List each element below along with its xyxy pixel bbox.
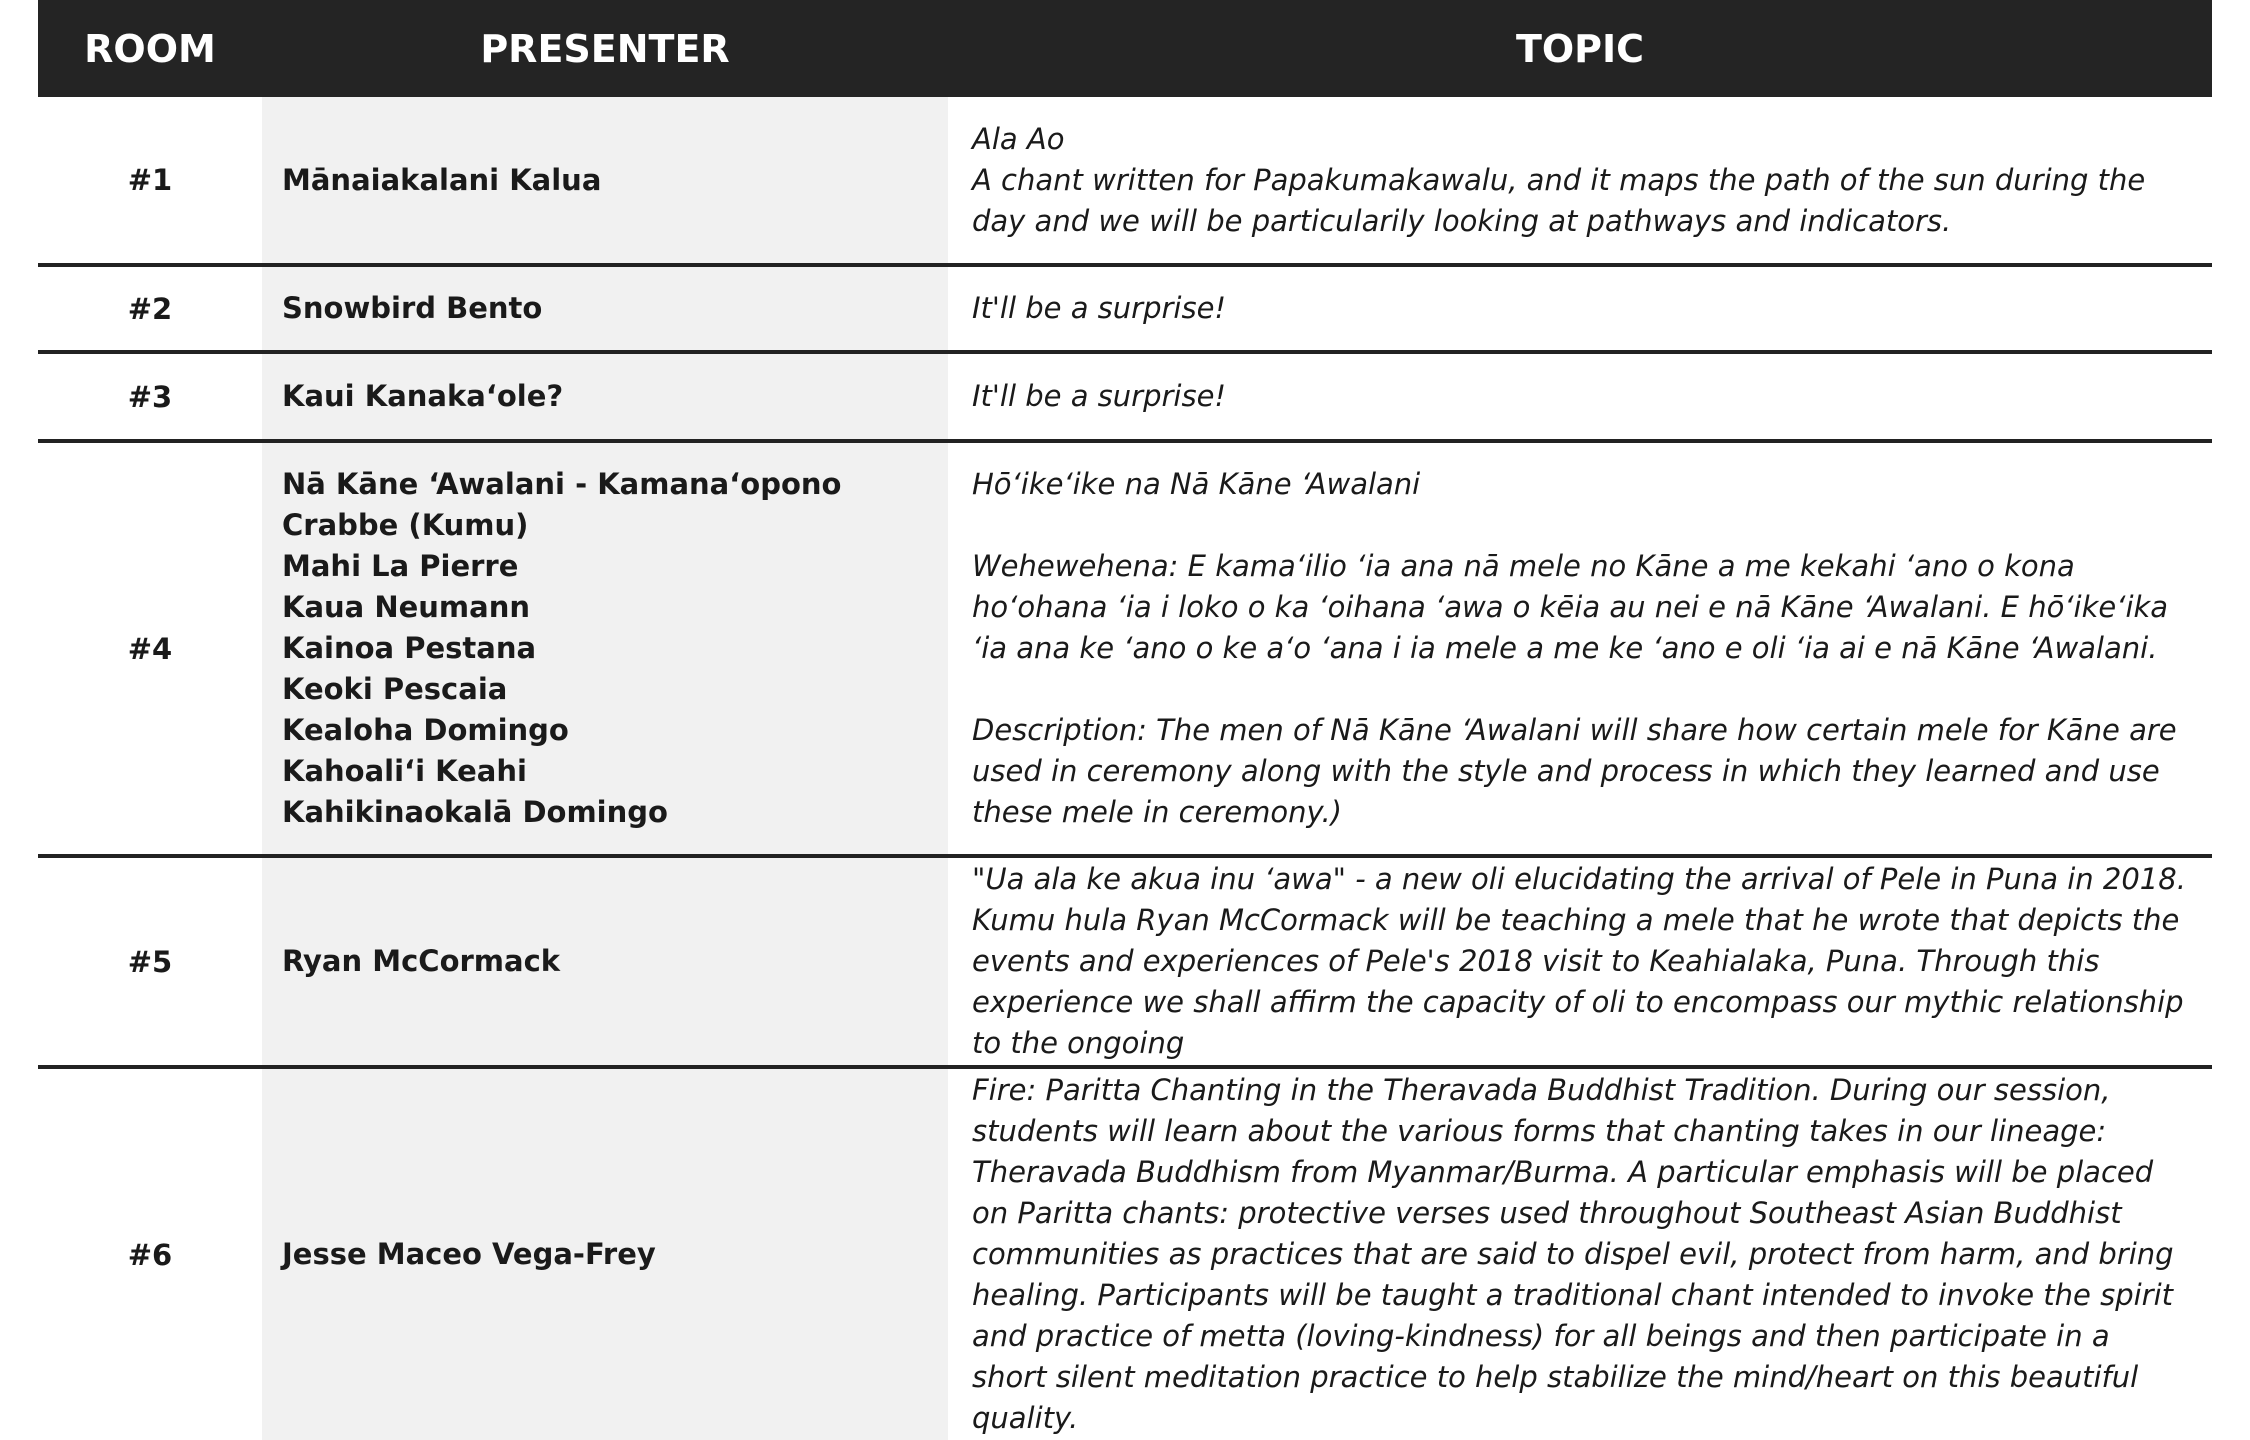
- room-number: #4: [38, 443, 262, 854]
- topic-text: A chant written for Papakumakawalu, and it maps the path of the sun during the day and we will be particularily looking at pathways and indicators.: [972, 162, 2146, 238]
- topic-cell: [948, 443, 2212, 854]
- table-row: [38, 858, 2212, 1069]
- room-number: #5: [38, 858, 262, 1065]
- room-number: #2: [38, 267, 262, 350]
- table-row: [38, 354, 2212, 443]
- presenter-name: Kainoa Pestana: [282, 631, 537, 665]
- table-row: [38, 1069, 2212, 1440]
- topic-text: It'll be a surprise!: [972, 379, 1227, 413]
- table-row: [38, 443, 2212, 858]
- presenter-name: Keoki Pescaia: [282, 672, 508, 706]
- presenter-cell: [262, 267, 948, 350]
- presenter-cell: [262, 858, 948, 1065]
- topic-hawaiian-text: Wehewehena: E kamaʻilio ʻia ana nā mele no Kāne a me kekahi ʻano o kona hoʻohana ʻia i loko o ka ʻoihana ʻawa o kēia au nei e nā Kāne ʻAwalani. E hōʻikeʻika ʻia ana ke ʻano o ke aʻo ʻana i ia mele a me ke ʻano e oli ʻia ai e nā Kāne ʻAwalani.: [972, 549, 2169, 665]
- presenter-name: Jesse Maceo Vega-Frey: [282, 1237, 656, 1271]
- room-number: #6: [38, 1069, 262, 1440]
- topic-text: Fire: Paritta Chanting in the Theravada Buddhist Tradition. During our session, students will learn about the various forms that chanting takes in our lineage: Theravada Buddhism from Myanmar/Burma. A particular emphasis will be placed on Paritta chants: protective verses used throughout Southeast Asian Buddhist communities as practices that are said to dispel evil, protect from harm, and bring healing. Participants will be taught a traditional chant intended to invoke the spirit and practice of metta (loving-kindness) for all beings and then participate in a short silent meditation practice to help stabilize the mind/heart on this beautiful quality.: [972, 1073, 2174, 1435]
- topic-description: Description: The men of Nā Kāne ʻAwalani will share how certain mele for Kāne are used in ceremony along with the style and process in which they learned and use these mele in ceremony.): [972, 713, 2177, 829]
- presenter-name: Kaui Kanakaʻole?: [282, 379, 564, 413]
- table-header: [38, 0, 2212, 97]
- room-number: #3: [38, 354, 262, 439]
- header-presenter: PRESENTER: [480, 26, 730, 71]
- presenter-cell: [262, 354, 948, 439]
- presenter-cell: [262, 1069, 948, 1440]
- presenter-name: Kaua Neumann: [282, 590, 531, 624]
- topic-cell: [948, 354, 2212, 439]
- topic-title: Ala Ao: [972, 121, 1065, 156]
- presenter-name: Nā Kāne ʻAwalani - Kamanaʻopono Crabbe (Kumu): [282, 467, 842, 542]
- header-room: ROOM: [84, 26, 216, 71]
- presenter-name: Kealoha Domingo: [282, 713, 569, 747]
- presenter-cell: [262, 97, 948, 263]
- presenter-cell: [262, 443, 948, 854]
- room-number: #1: [38, 97, 262, 263]
- topic-cell: [948, 97, 2212, 263]
- presenter-name: Mānaiakalani Kalua: [282, 162, 602, 197]
- topic-cell: [948, 267, 2212, 350]
- header-topic: TOPIC: [1515, 26, 1645, 71]
- topic-cell: [948, 1069, 2212, 1440]
- presenter-name: Snowbird Bento: [282, 291, 543, 325]
- topic-text: "Ua ala ke akua inu ʻawa" - a new oli elucidating the arrival of Pele in Puna in 2018. Kumu hula Ryan McCormack will be teaching a mele that he wrote that depicts the events and experiences of Pele's 2018 visit to Keahialaka, Puna. Through this experience we shall affirm the capacity of oli to encompass our mythic relationship to the ongoing: [972, 862, 2186, 1060]
- topic-text: It'll be a surprise!: [972, 291, 1227, 325]
- schedule-table: [38, 0, 2212, 1440]
- presenter-name: Mahi La Pierre: [282, 549, 519, 583]
- topic-cell: [948, 858, 2212, 1065]
- presenter-name: Kahikinaokalā Domingo: [282, 795, 668, 829]
- presenter-name: Ryan McCormack: [282, 944, 561, 978]
- table-row: [38, 97, 2212, 267]
- topic-title: Hōʻikeʻike na Nā Kāne ʻAwalani: [972, 467, 1421, 501]
- presenter-name: Kahoaliʻi Keahi: [282, 754, 527, 788]
- table-row: [38, 267, 2212, 354]
